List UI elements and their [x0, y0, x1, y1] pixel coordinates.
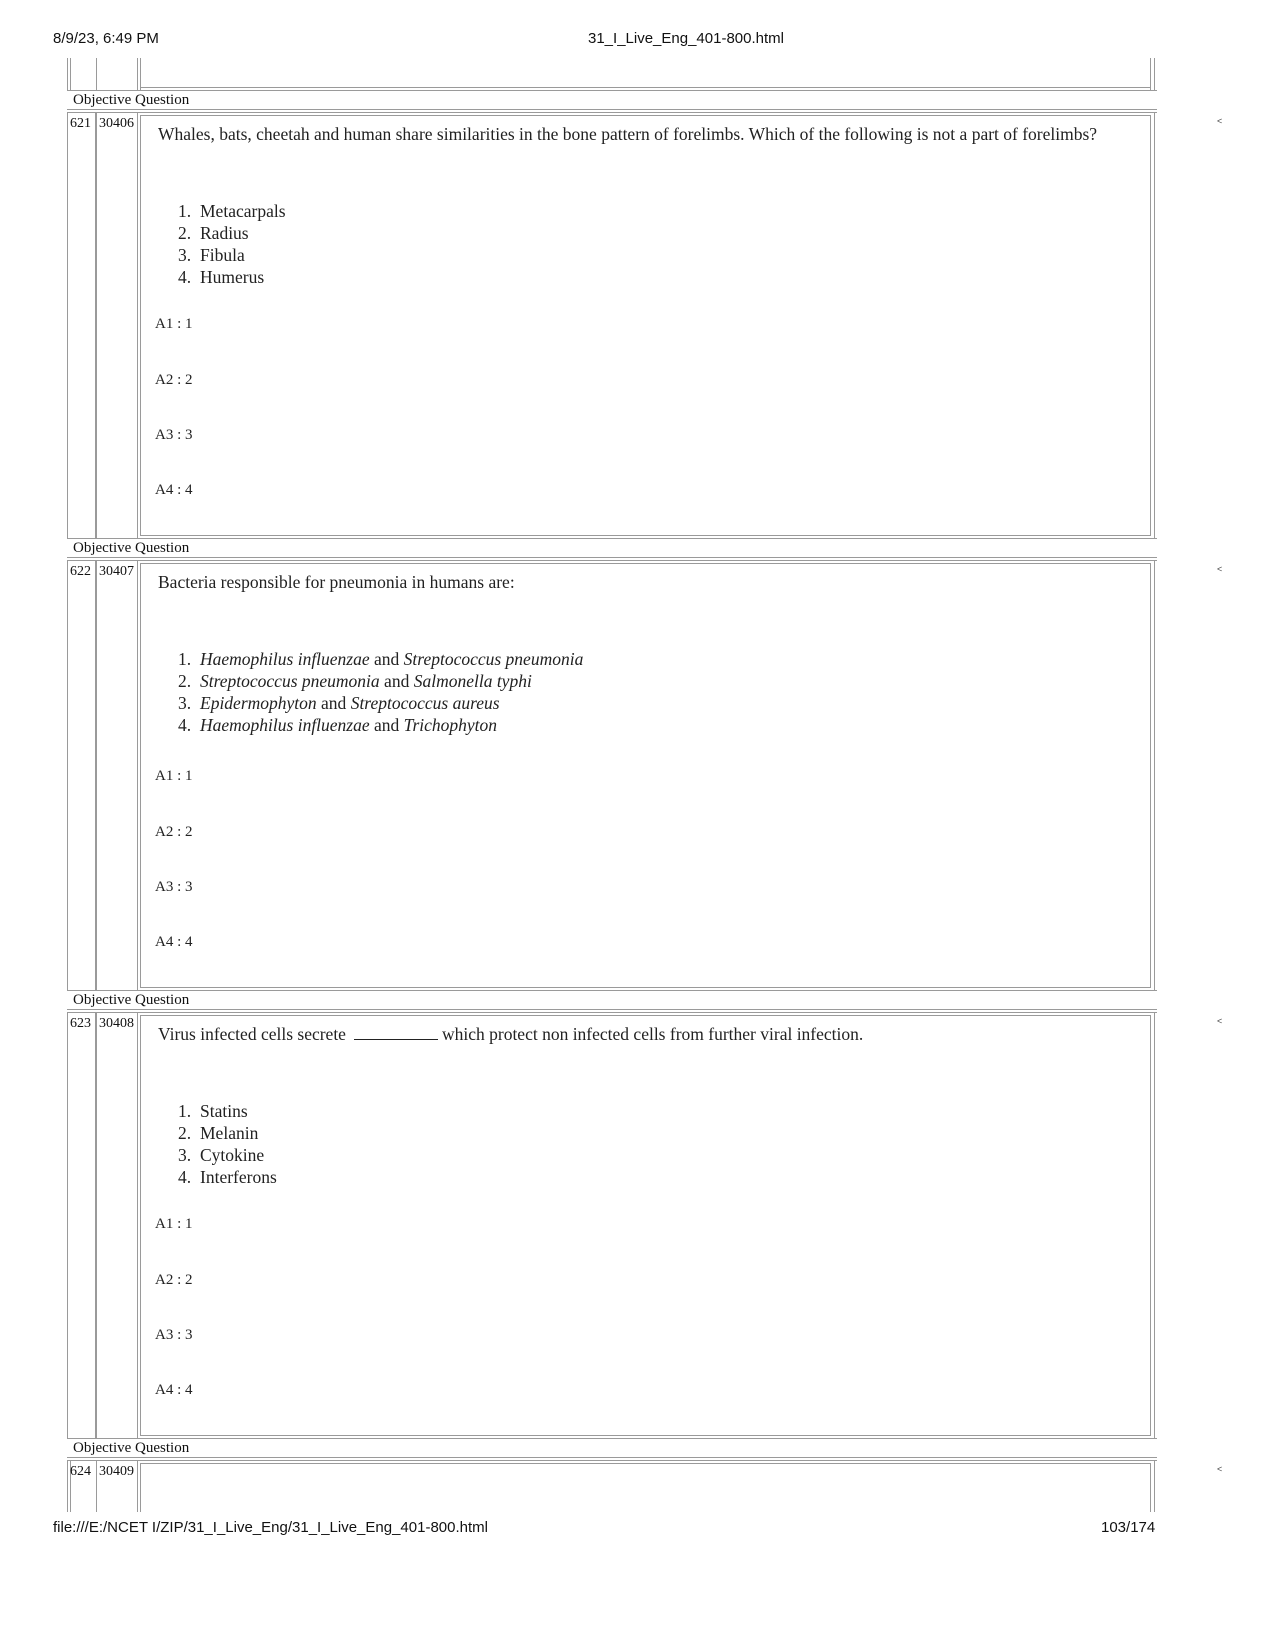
table-border: [67, 1460, 68, 1512]
table-border: [67, 1460, 1157, 1461]
answer-key: A3 : 3: [155, 879, 193, 895]
table-border: [1150, 1463, 1151, 1512]
section-label: Objective Question: [73, 540, 190, 556]
serial-number: 621: [70, 116, 91, 131]
table-border: [140, 1463, 1151, 1464]
table-border: [96, 1460, 97, 1512]
question-text: Whales, bats, cheetah and human share similarities in the bone pattern of forelimbs. Which of the following is not a part of forelimbs?: [158, 124, 1098, 144]
option-item: 3. Epidermophyton and Streptococcus aureus: [178, 693, 500, 713]
answer-key: A1 : 1: [155, 768, 193, 784]
option-item: 4. Interferons: [178, 1167, 277, 1187]
table-cell: [67, 1012, 96, 1439]
table-cell: [96, 560, 138, 991]
table-border: [137, 58, 138, 90]
question-box: [140, 1015, 1151, 1436]
answer-key: A1 : 1: [155, 1216, 193, 1232]
question-text: Bacteria responsible for pneumonia in humans are:: [158, 572, 515, 592]
answer-key: A2 : 2: [155, 1272, 193, 1288]
options-list: [178, 1100, 277, 1188]
answer-key: A3 : 3: [155, 1327, 193, 1343]
section-label: Objective Question: [73, 992, 190, 1008]
table-border: [67, 112, 1157, 113]
question-box: [140, 563, 1151, 988]
table-border: [1154, 1012, 1155, 1439]
table-border: [67, 1438, 1157, 1439]
table-border: [70, 58, 71, 90]
option-item: 4. Humerus: [178, 267, 265, 287]
section-label: Objective Question: [73, 1440, 190, 1456]
table-cell: [67, 112, 96, 539]
answer-key: A4 : 4: [155, 1382, 193, 1398]
answer-key: A4 : 4: [155, 934, 193, 950]
option-item: 1. Metacarpals: [178, 201, 286, 221]
option-item: 3. Cytokine: [178, 1145, 265, 1165]
table-border: [137, 1460, 138, 1512]
option-item: 4. Haemophilus influenzae and Trichophyton: [178, 715, 498, 735]
serial-number: 623: [70, 1016, 91, 1031]
table-border: [96, 58, 97, 90]
answer-key: A3 : 3: [155, 427, 193, 443]
section-label: Objective Question: [73, 92, 190, 108]
table-cell: [96, 1012, 138, 1439]
table-border: [67, 90, 1157, 91]
table-border: [67, 557, 1157, 558]
table-border: [67, 109, 1157, 110]
option-item: 3. Fibula: [178, 245, 245, 265]
question-box: [140, 115, 1151, 536]
table-border: [1154, 58, 1155, 90]
table-border: [67, 560, 1157, 561]
table-border: [67, 1012, 1157, 1013]
table-border: [1154, 112, 1155, 539]
serial-number: 622: [70, 564, 91, 579]
options-list: [178, 648, 583, 736]
options-list: [178, 200, 286, 288]
fill-in-blank: [354, 1025, 438, 1040]
table-border: [67, 538, 1157, 539]
table-border: [67, 990, 1157, 991]
answer-key: A4 : 4: [155, 482, 193, 498]
table-border: [140, 87, 1151, 88]
serial-number: 624: [70, 1464, 91, 1479]
question-id: 30406: [99, 116, 134, 131]
question-id: 30407: [99, 564, 134, 579]
question-id: 30409: [99, 1464, 134, 1479]
option-item: 2. Melanin: [178, 1123, 259, 1143]
file-path: file:///E:/NCET I/ZIP/31_I_Live_Eng/31_I_Live_Eng_401-800.html: [53, 1519, 488, 1536]
question-text: Virus infected cells secrete which protect non infected cells from further viral infection.: [158, 1024, 864, 1044]
table-cell: [67, 560, 96, 991]
table-border: [1154, 560, 1155, 991]
table-border: [67, 1009, 1157, 1010]
question-id: 30408: [99, 1016, 134, 1031]
table-border: [1150, 58, 1151, 90]
print-datetime: 8/9/23, 6:49 PM: [53, 30, 159, 47]
option-item: 2. Radius: [178, 223, 249, 243]
table-border: [67, 58, 68, 90]
table-cell: [96, 112, 138, 539]
table-border: [67, 1457, 1157, 1458]
option-item: 2. Streptococcus pneumonia and Salmonella typhi: [178, 671, 532, 691]
document-title: 31_I_Live_Eng_401-800.html: [588, 30, 784, 47]
answer-key: A2 : 2: [155, 372, 193, 388]
table-border: [1154, 1460, 1155, 1512]
table-border: [140, 58, 141, 90]
option-item: 1. Haemophilus influenzae and Streptococcus pneumonia: [178, 649, 584, 669]
table-border: [140, 1463, 141, 1512]
page-number: 103/174: [1101, 1519, 1156, 1536]
option-item: 1. Statins: [178, 1101, 248, 1121]
answer-key: A2 : 2: [155, 824, 193, 840]
answer-key: A1 : 1: [155, 316, 193, 332]
